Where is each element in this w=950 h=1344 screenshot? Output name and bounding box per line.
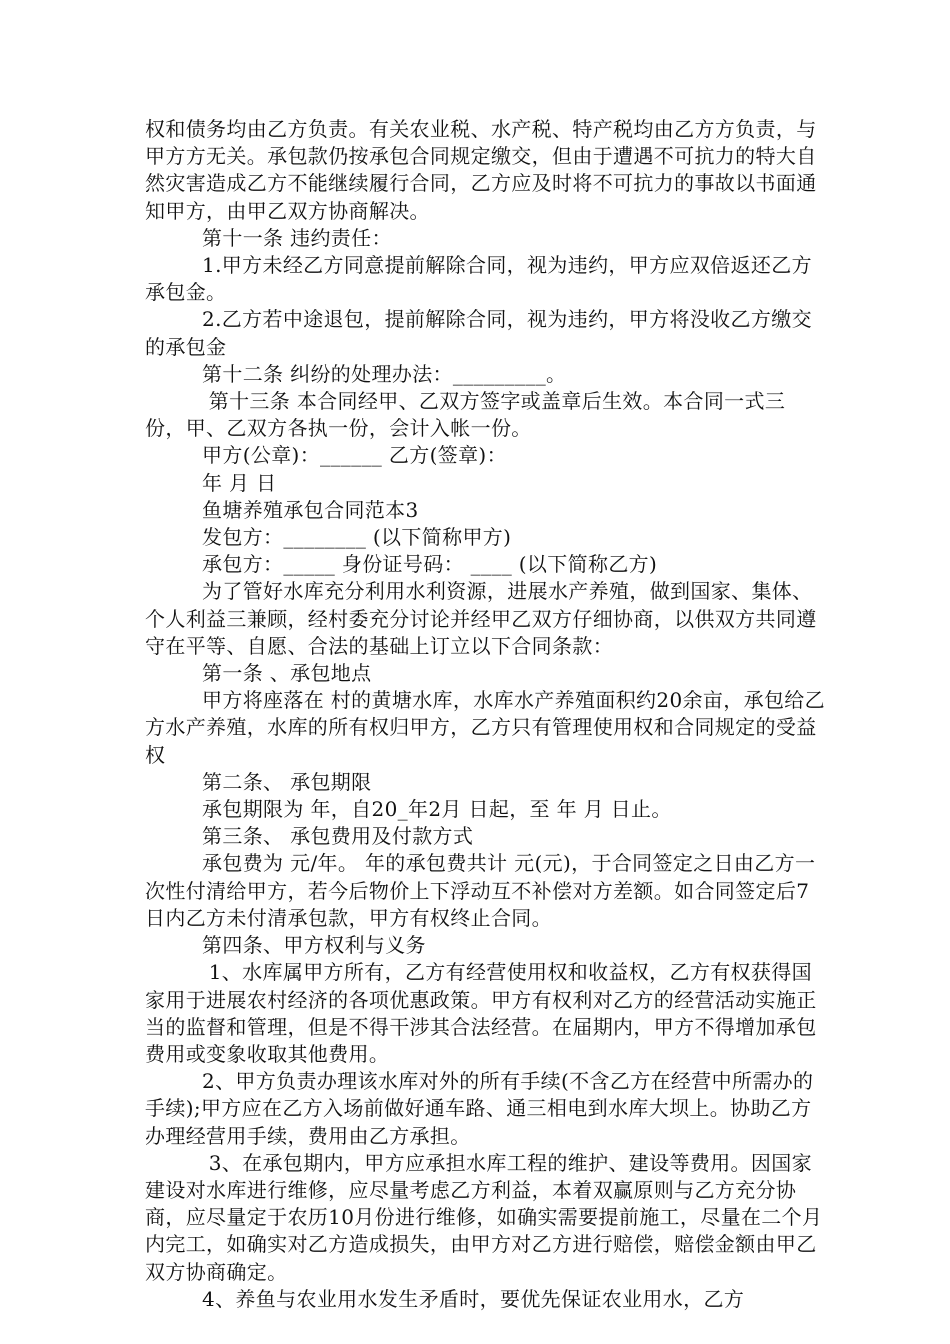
article-4-heading: 第四条、甲方权利与义务 [202, 933, 426, 958]
article-4-clause-1: 1、水库属甲方所有，乙方有经营使用权和收益权，乙方有权获得国家用于进展农村经济的各项优惠政策。甲方有权利对乙方的经营活动实施正当的监督和管理，但是不得干涉其合法经营。在届期内，甲方不得增加承包费用或变象收取其他费用。 [145, 960, 817, 1066]
document-body [145, 116, 825, 1313]
party-a-line: 发包方：________ (以下简称甲方) [202, 525, 512, 550]
article-1-heading: 第一条 、承包地点 [202, 661, 372, 686]
article-12: 第十二条 纠纷的处理办法：_________。 [202, 361, 567, 386]
article-2-body: 承包期限为 年，自20_年2月 日起，至 年 月 日止。 [202, 797, 672, 822]
signature-line: 甲方(公章)：______ 乙方(签章)： [202, 443, 507, 468]
contract-title: 鱼塘养殖承包合同范本3 [202, 497, 419, 522]
article-3-heading: 第三条、 承包费用及付款方式 [202, 824, 474, 849]
article-3-body: 承包费为 元/年。 年的承包费共计 元(元)，于合同签定之日由乙方一次性付清给甲方，若今后物价上下浮动互不补偿对方差额。如合同签定后7日内乙方未付清承包款，甲方有权终止合同。 [145, 851, 816, 930]
article-13: 第十三条 本合同经甲、乙双方签字或盖章后生效。本合同一式三份，甲、乙双方各执一份，会计入帐一份。 [145, 389, 786, 441]
article-4-clause-3: 3、在承包期内，甲方应承担水库工程的维护、建设等费用。因国家建设对水库进行维修，应尽量考虑乙方利益，本着双赢原则与乙方充分协商，应尽量定于农历10月份进行维修，如确实需要提前施工，尽量在二个月内完工，如确实对乙方造成损失，由甲方对乙方进行赔偿，赔偿金额由甲乙双方协商确定。 [145, 1150, 823, 1284]
article-11-clause-2: 2.乙方若中途退包，提前解除合同，视为违约，甲方将没收乙方缴交的承包金 [145, 307, 812, 359]
article-11-clause-1: 1.甲方未经乙方同意提前解除合同，视为违约，甲方应双倍返还乙方承包金。 [145, 253, 812, 305]
preamble: 为了管好水库充分利用水利资源，进展水产养殖，做到国家、集体、个人利益三兼顾，经村委充分讨论并经甲乙双方仔细协商，以供双方共同遵守在平等、自愿、合法的基础上订立以下合同条款： [145, 579, 817, 658]
article-1-body: 甲方将座落在 村的黄塘水库，水库水产养殖面积约20余亩，承包给乙方水产养殖，水库的所有权归甲方，乙方只有管理使用权和合同规定的受益权 [145, 688, 826, 767]
article-2-heading: 第二条、 承包期限 [202, 769, 372, 794]
paragraph-liability: 权和债务均由乙方负责。有关农业税、水产税、特产税均由乙方方负责，与甲方方无关。承包款仍按承包合同规定缴交，但由于遭遇不可抗力的特大自然灾害造成乙方不能继续履行合同，乙方应及时将不可抗力的事故以书面通知甲方，由甲乙双方协商解决。 [145, 117, 817, 223]
party-b-line: 承包方：_____ 身份证号码： ____ (以下简称乙方) [202, 552, 658, 577]
article-4-clause-2: 2、甲方负责办理该水库对外的所有手续(不含乙方在经营中所需办的手续);甲方应在乙方入场前做好通车路、通三相电到水库大坝上。协助乙方办理经营用手续，费用由乙方承担。 [145, 1069, 814, 1148]
article-4-clause-4: 4、养鱼与农业用水发生矛盾时，要优先保证农业用水，乙方 [202, 1286, 745, 1311]
article-11-heading: 第十一条 违约责任： [202, 225, 392, 250]
date-line: 年 月 日 [202, 470, 277, 495]
